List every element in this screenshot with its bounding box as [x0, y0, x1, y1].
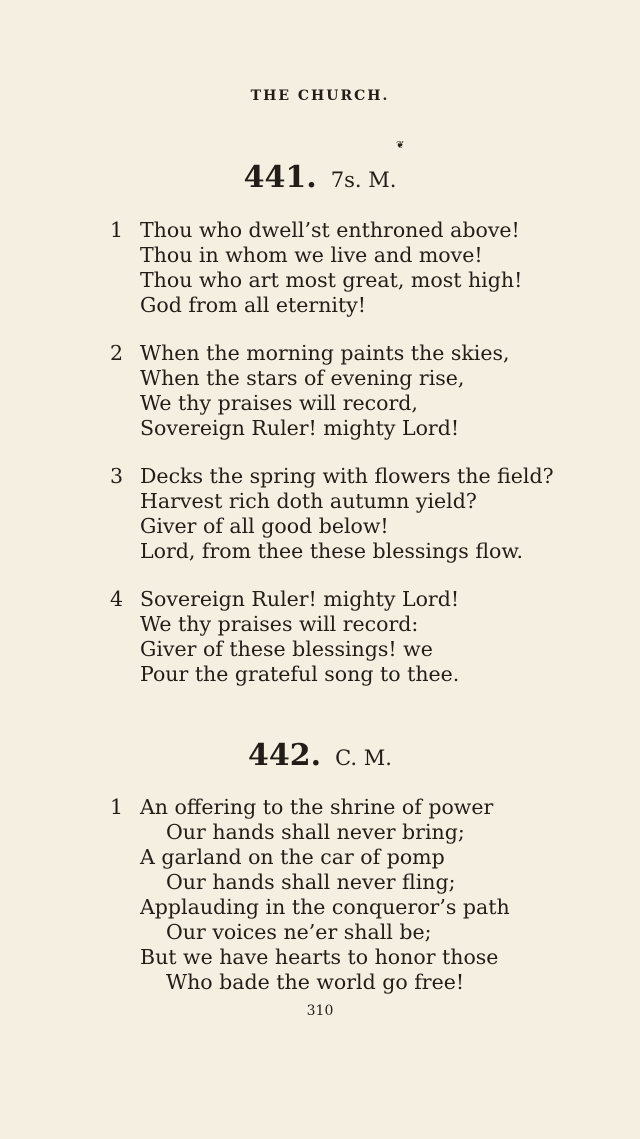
verse-line: Giver of these blessings! we	[140, 637, 433, 661]
ornament-icon: ❦	[396, 140, 405, 151]
verse-line: A garland on the car of pomp	[140, 845, 445, 869]
hymn-heading	[0, 160, 640, 195]
stanza	[110, 464, 610, 564]
verse-line: 1 Thou who dwell’st enthroned above!	[110, 218, 520, 242]
verse-line: Our hands shall never fling;	[166, 870, 456, 894]
hymn-heading	[0, 738, 640, 773]
verse-line: Thou in whom we live and move!	[140, 243, 483, 267]
stanza-number: 2	[110, 341, 124, 365]
stanza-number: 4	[110, 587, 124, 611]
verse-line: Who bade the world go free!	[166, 970, 465, 994]
verse-line: Harvest rich doth autumn yield?	[140, 489, 477, 513]
hymn-meter: 7s. M.	[330, 168, 397, 192]
hymn-number: 442.	[248, 738, 322, 773]
verse-line: When the stars of evening rise,	[140, 366, 465, 390]
verse-line: God from all eternity!	[140, 293, 367, 317]
stanza-number: 1	[110, 218, 124, 242]
verse-line: 3 Decks the spring with flowers the field?	[110, 464, 554, 488]
verse-line: 1 An offering to the shrine of power	[110, 795, 494, 819]
running-head: THE CHURCH.	[250, 88, 390, 104]
verse-line: Applauding in the conqueror’s path	[140, 895, 510, 919]
hymn-number: 441.	[243, 160, 317, 195]
verse-line: We thy praises will record:	[140, 612, 419, 636]
verse-line: 4 Sovereign Ruler! mighty Lord!	[110, 587, 460, 611]
page-number: 310	[306, 1003, 334, 1019]
verse-line: Our hands shall never bring;	[166, 820, 465, 844]
stanza-number: 1	[110, 795, 124, 819]
stanza	[110, 587, 610, 687]
verse-line: 2 When the morning paints the skies,	[110, 341, 510, 365]
verse-line: Giver of all good below!	[140, 514, 389, 538]
stanza	[110, 341, 610, 441]
stanza-number: 3	[110, 464, 124, 488]
verse-line: Our voices ne’er shall be;	[166, 920, 432, 944]
hymn-meter: C. M.	[335, 746, 392, 770]
verse-line: Thou who art most great, most high!	[140, 268, 523, 292]
stanza	[110, 795, 610, 995]
verse-line: We thy praises will record,	[140, 391, 418, 415]
verse-line: Sovereign Ruler! mighty Lord!	[140, 416, 460, 440]
stanza	[110, 218, 610, 318]
verse-line: Lord, from thee these blessings flow.	[140, 539, 523, 563]
verse-line: Pour the grateful song to thee.	[140, 662, 460, 686]
verse-line: But we have hearts to honor those	[140, 945, 499, 969]
